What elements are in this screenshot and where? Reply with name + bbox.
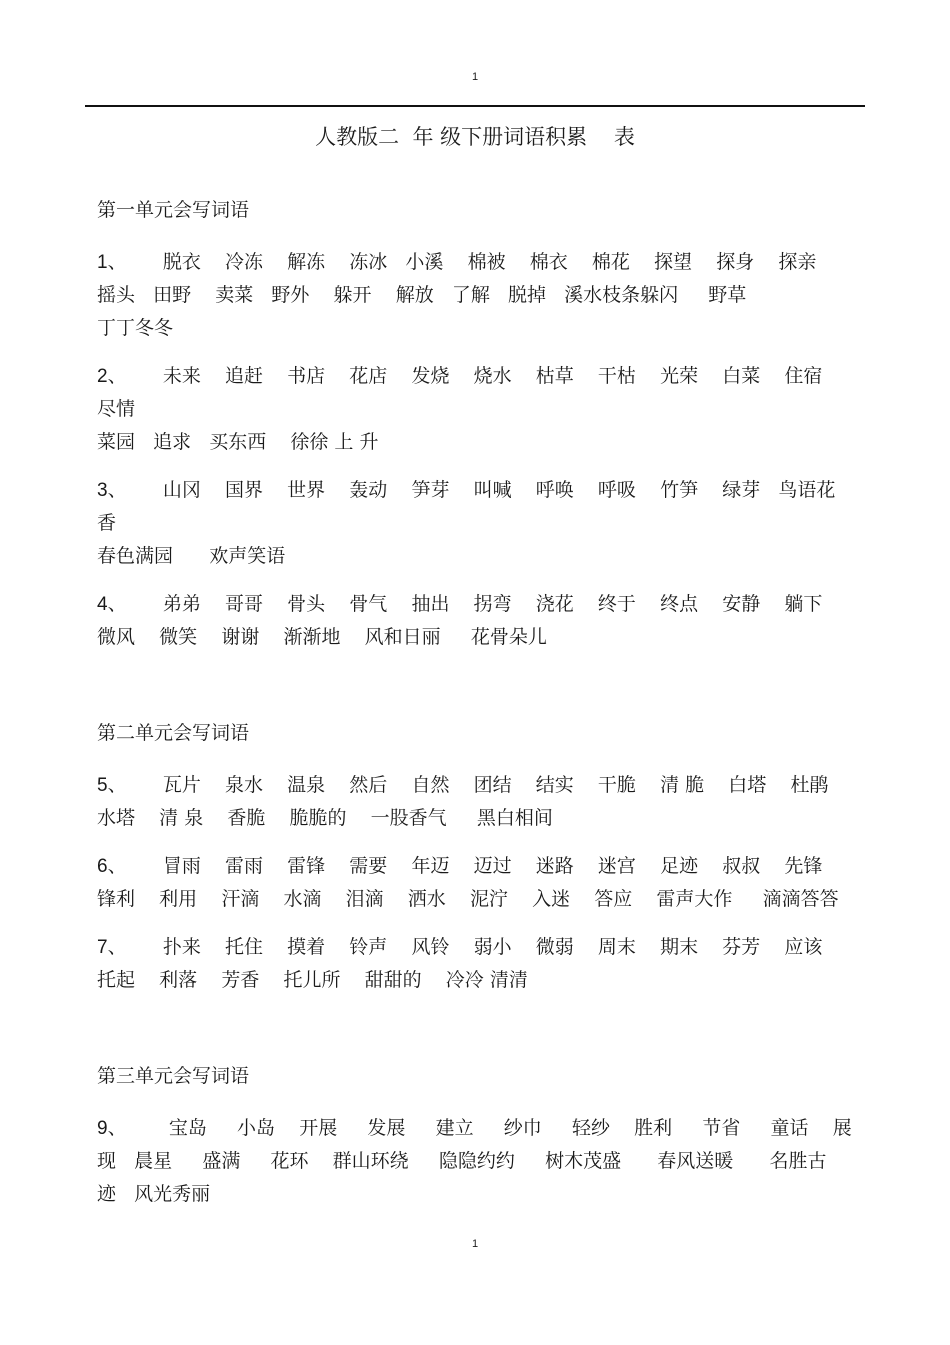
entry-words: 山冈 国界 世界 轰动 笋芽 叫喊 呼唤 呼吸 竹笋 绿芽 鸟语花 xyxy=(126,479,836,501)
header-rule xyxy=(85,105,865,107)
entry-words: 弟弟 哥哥 骨头 骨气 抽出 拐弯 浇花 终于 终点 安静 躺下 xyxy=(126,593,823,615)
entry-words: 瓦片 泉水 温泉 然后 自然 团结 结实 干脆 清 脆 白塔 杜鹃 xyxy=(126,774,829,796)
entry-line xyxy=(97,850,867,883)
entry-words: 冒雨 雷雨 雷锋 需要 年迈 迈过 迷路 迷宫 足迹 叔叔 先锋 xyxy=(126,855,823,877)
entry-line: 托起 利落 芳香 托儿所 甜甜的 冷冷 清清 xyxy=(97,969,528,991)
entry-line: 水塔 清 泉 香脆 脆脆的 一股香气 黑白相间 xyxy=(97,807,553,829)
entry-line xyxy=(97,474,867,507)
word-entry-1 xyxy=(97,246,867,345)
word-entry-3 xyxy=(97,474,867,573)
section-heading: 第三单元会写词语 xyxy=(97,1065,250,1087)
entry-words: 扑来 托住 摸着 铃声 风铃 弱小 微弱 周末 期末 芬芳 应该 xyxy=(126,936,823,958)
entry-number: 9、 xyxy=(97,1118,127,1139)
entry-number: 3、 xyxy=(97,480,127,501)
entry-number: 2、 xyxy=(97,366,127,387)
section-spacer xyxy=(97,1012,867,1062)
entry-words: 未来 追赶 书店 花店 发烧 烧水 枯草 干枯 光荣 白菜 住宿 xyxy=(126,365,823,387)
entry-number: 5、 xyxy=(97,775,127,796)
word-entry-2 xyxy=(97,360,867,459)
section-spacer xyxy=(97,669,867,719)
word-entry-5 xyxy=(97,769,867,835)
entry-line xyxy=(97,360,867,393)
word-entry-6 xyxy=(97,850,867,916)
entry-line: 微风 微笑 谢谢 渐渐地 风和日丽 花骨朵儿 xyxy=(97,626,547,648)
entry-line: 迹 风光秀丽 xyxy=(97,1183,211,1205)
section-unit-1 xyxy=(97,196,867,654)
section-heading: 第二单元会写词语 xyxy=(97,722,250,744)
section-unit-3 xyxy=(97,1062,867,1211)
entry-line: 春色满园 欢声笑语 xyxy=(97,545,286,567)
entry-words: 宝岛 小岛 开展 发展 建立 纱巾 轻纱 胜利 节省 童话 展 xyxy=(126,1117,852,1139)
entry-words: 脱衣 冷冻 解冻 冻冰 小溪 棉被 棉衣 棉花 探望 探身 探亲 xyxy=(126,251,817,273)
section-unit-2 xyxy=(97,719,867,997)
entry-line: 锋利 利用 汗滴 水滴 泪滴 洒水 泥泞 入迷 答应 雷声大作 滴滴答答 xyxy=(97,888,839,910)
entry-line: 尽情 xyxy=(97,398,136,420)
word-entry-9 xyxy=(97,1112,867,1211)
entry-line xyxy=(97,246,867,279)
entry-line: 现 晨星 盛满 花环 群山环绕 隐隐约约 树木茂盛 春风送暖 名胜古 xyxy=(97,1150,827,1172)
entry-line xyxy=(97,769,867,802)
entry-line: 菜园 追求 买东西 徐徐 上 升 xyxy=(97,431,379,453)
document-title: 人教版二 年 级下册词语积累 表 xyxy=(315,125,635,149)
page-number-bottom: 1 xyxy=(471,1238,479,1250)
entry-line: 香 xyxy=(97,512,117,534)
entry-line: 丁丁冬冬 xyxy=(97,317,174,339)
entry-number: 4、 xyxy=(97,594,127,615)
word-entry-4 xyxy=(97,588,867,654)
entry-number: 1、 xyxy=(97,252,127,273)
entry-line xyxy=(97,1112,867,1145)
entry-number: 7、 xyxy=(97,937,127,958)
entry-number: 6、 xyxy=(97,856,127,877)
section-heading: 第一单元会写词语 xyxy=(97,199,250,221)
page-number-top: 1 xyxy=(471,71,479,83)
entry-line xyxy=(97,931,867,964)
entry-line xyxy=(97,588,867,621)
entry-line: 摇头 田野 卖菜 野外 躲开 解放 了解 脱掉 溪水枝条躲闪 野草 xyxy=(97,284,747,306)
word-entry-7 xyxy=(97,931,867,997)
document-body xyxy=(97,196,867,1226)
